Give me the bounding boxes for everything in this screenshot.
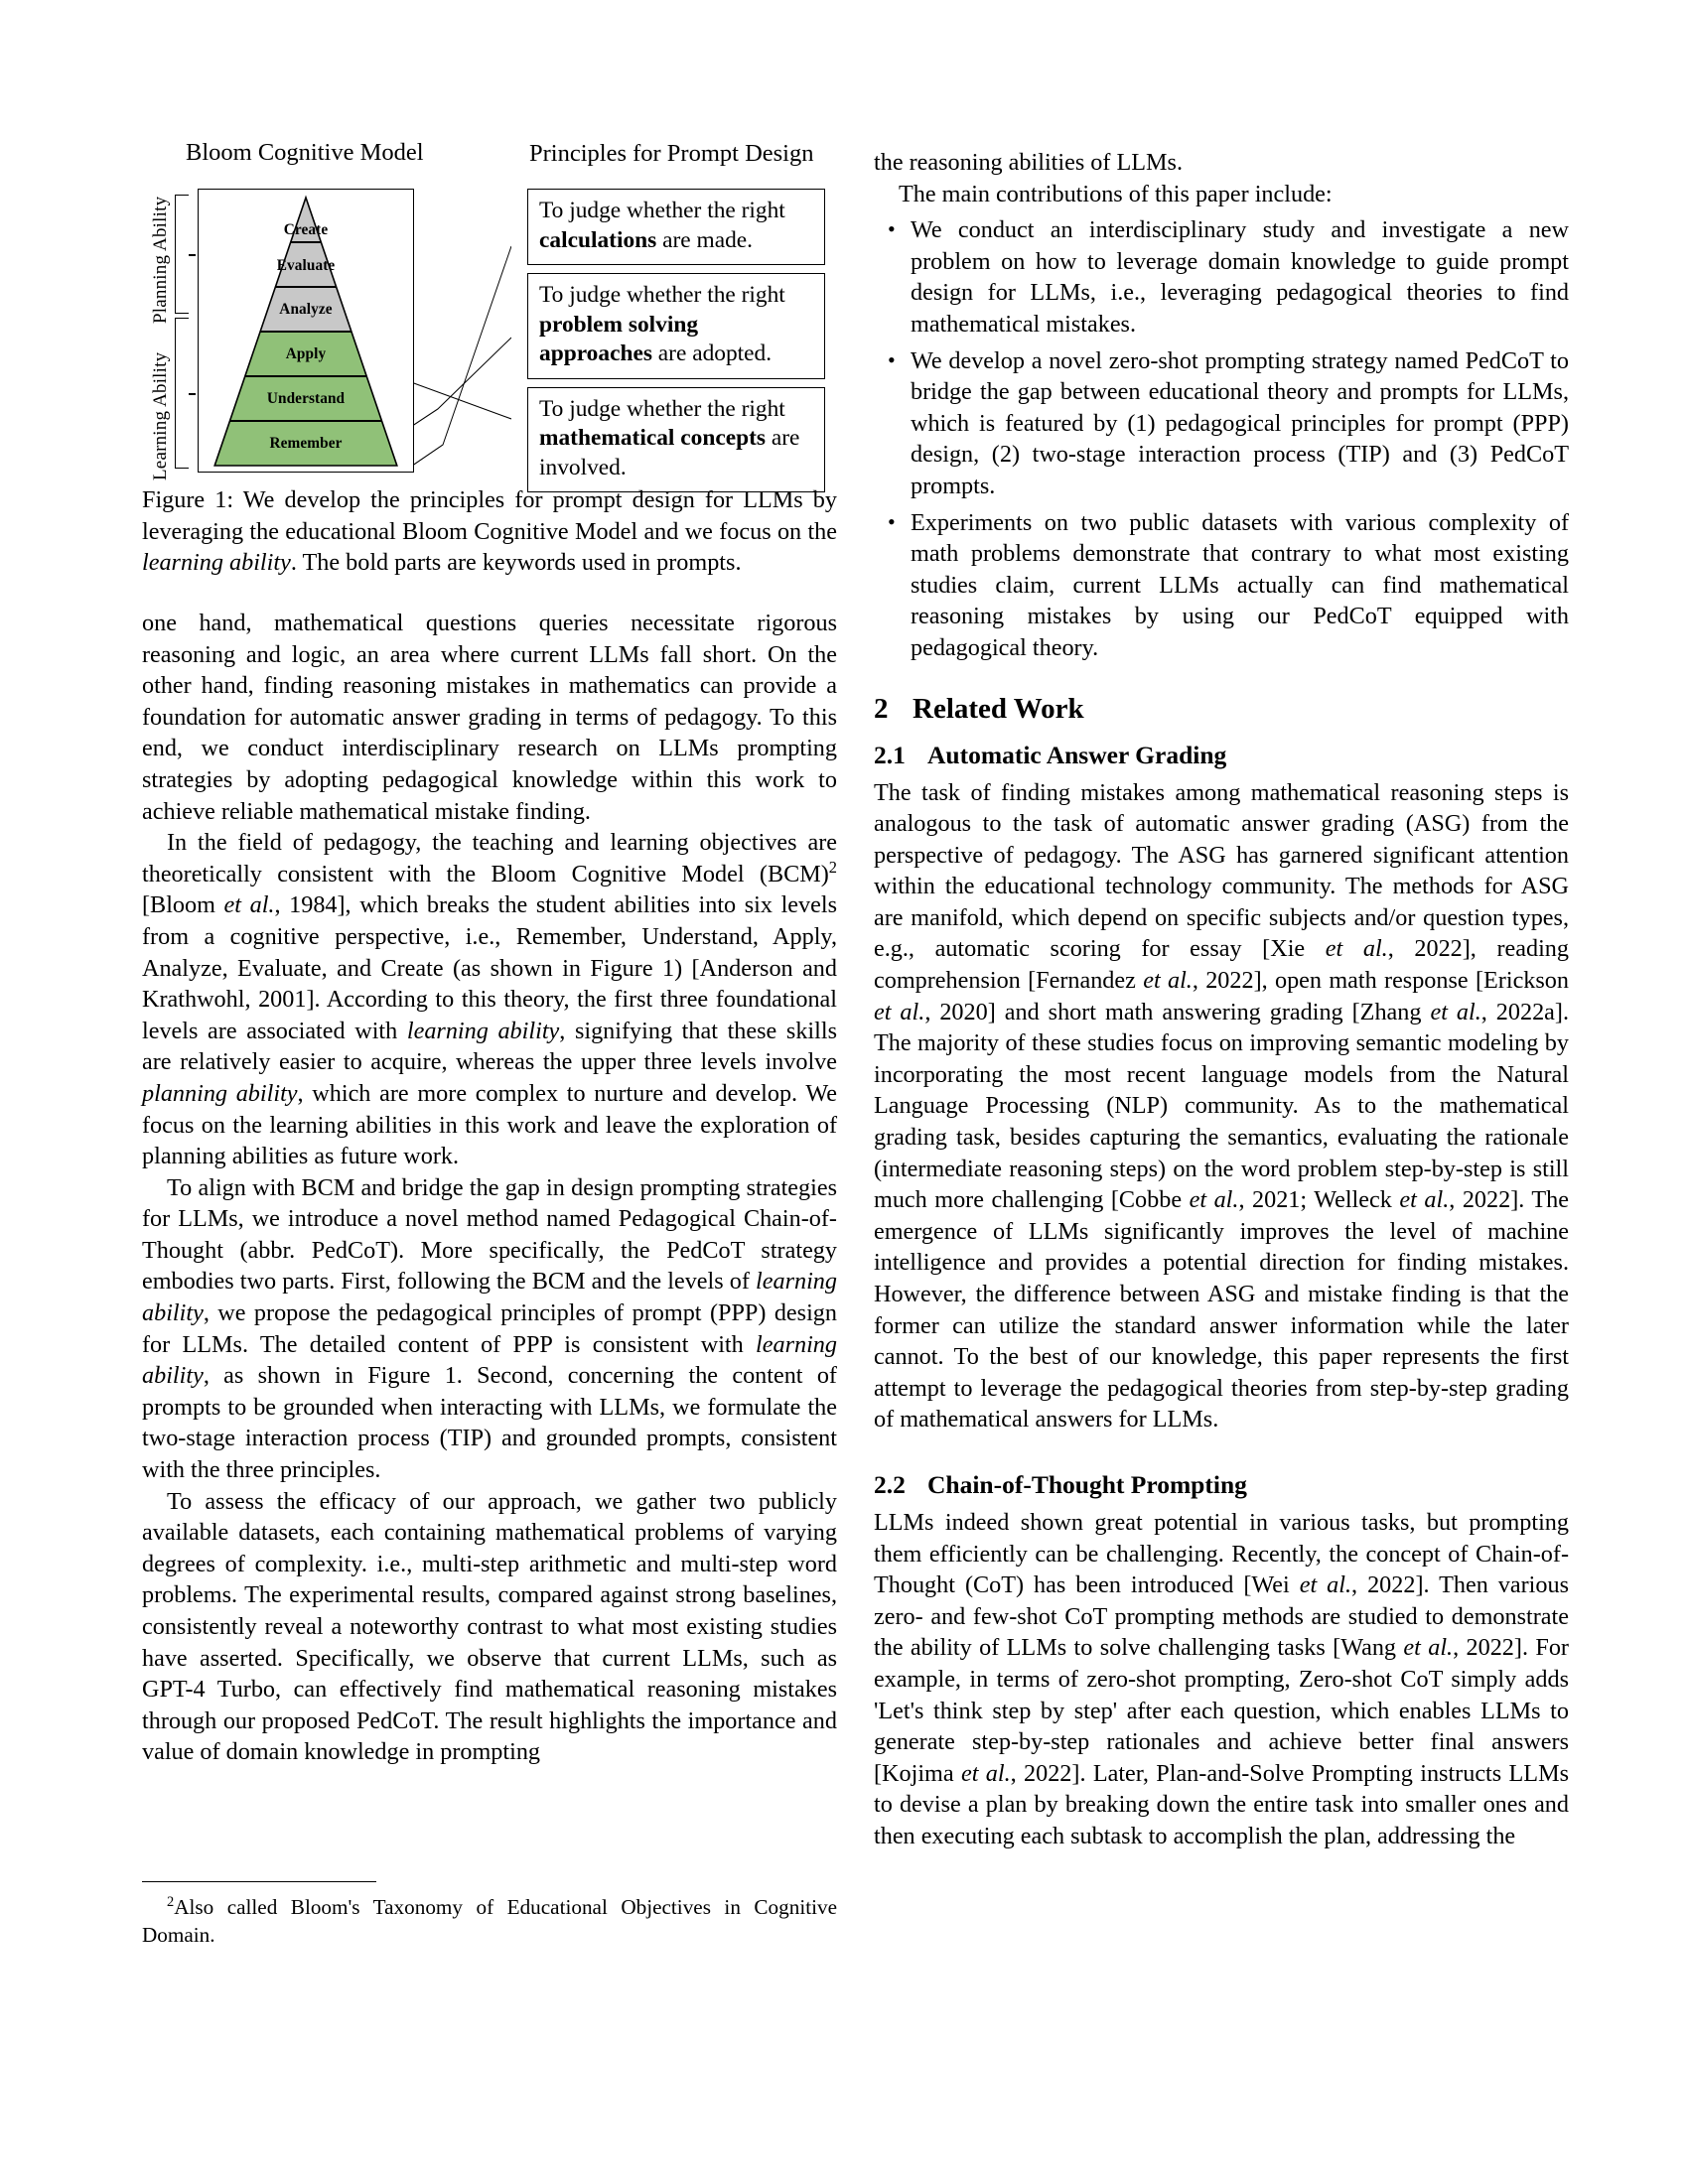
list-item xyxy=(874,345,1569,502)
principle-2-keyword: problem solving approaches xyxy=(539,311,699,366)
pyramid-level-apply: Apply xyxy=(285,345,327,362)
lp2-c: , 1984], which breaks the student abilities into six levels from a cognitive perspective, i.e., Remember, Understand, Apply, Analyze, Evaluate, and Create (as shown in Figure 1) [Anderson and Krathwohl, 2001]. According to this theory, the first three foundational levels are associated with xyxy=(142,891,837,1044)
s22-b: , 2022]. Then various zero- and few-shot CoT prompting methods are studied to demonstrate the ability of LLMs to solve challenging tasks [Wang xyxy=(874,1571,1569,1662)
principle-1-keyword: calculations xyxy=(539,226,657,253)
lp2-d: , signifying that these skills are relatively easier to acquire, whereas the upper three levels involve xyxy=(142,1017,837,1076)
planning-ability-brace xyxy=(175,195,189,314)
principle-3-pre: To judge whether the right xyxy=(539,395,785,422)
s21-it5: et al. xyxy=(1189,1186,1239,1214)
lp3-c: , as shown in Figure 1. Second, concerning the content of prompts to be grounded when interacting with LLMs, we formulate the two-stage interaction process (TIP) and grounded prompts, consistent with the three principles. xyxy=(142,1362,837,1484)
subsection-heading-2-1 xyxy=(874,740,1569,770)
pyramid-level-evaluate: Evaluate xyxy=(276,257,336,274)
figure-title-principles: Principles for Prompt Design xyxy=(529,140,814,167)
section-2-2-paragraph xyxy=(874,1507,1569,1852)
caption-part-2: . The bold parts are keywords used in prompts. xyxy=(290,549,742,577)
lp3-it1: learning ability xyxy=(142,1268,837,1327)
lp3-b: , we propose the pedagogical principles of prompt (PPP) design for LLMs. The detailed content of PPP is consistent with xyxy=(142,1299,837,1358)
contribution-1-text: We conduct an interdisciplinary study and investigate a new problem on how to leverage domain knowledge to guide prompt design for LLMs, i.e., leveraging pedagogical theories to find mathematical mistakes. xyxy=(911,216,1569,338)
figure-body xyxy=(142,173,837,480)
s21-b: , 2022], reading comprehension [Fernandez xyxy=(874,935,1569,995)
lp2-e: , which are more complex to nurture and develop. We focus on the learning abilities in this work and leave the exploration of planning abilities as future work. xyxy=(142,1079,837,1170)
bloom-pyramid xyxy=(198,189,414,473)
pyramid-level-create: Create xyxy=(283,221,329,238)
principle-2-pre: To judge whether the right xyxy=(539,282,785,308)
caption-italic: learning ability xyxy=(142,549,291,577)
list-item xyxy=(874,507,1569,664)
s21-it3: et al. xyxy=(874,998,925,1025)
lp2-it2: learning ability xyxy=(406,1017,560,1044)
figure-titles xyxy=(142,139,837,173)
lp2-it1: et al. xyxy=(223,891,275,919)
principle-boxes xyxy=(527,189,825,492)
subsection-heading-2-2 xyxy=(874,1469,1569,1500)
contributions-intro: The main contributions of this paper include: xyxy=(899,180,1333,207)
principle-2-post: are adopted. xyxy=(651,341,773,366)
right-column xyxy=(874,147,1569,1852)
contributions-list xyxy=(874,214,1569,663)
section-2-1-title: Automatic Answer Grading xyxy=(927,740,1227,769)
bullet-icon: • xyxy=(888,216,896,242)
section-2-1-paragraph xyxy=(874,777,1569,1435)
footnote-text: Also called Bloom's Taxonomy of Educational Objectives in Cognitive Domain. xyxy=(142,1895,837,1947)
left-paragraph-2 xyxy=(142,827,837,1172)
figure-caption xyxy=(142,484,837,579)
caption-part-1: Figure 1: We develop the principles for prompt design for LLMs by leveraging the educational Bloom Cognitive Model and we focus on the xyxy=(142,486,837,545)
s22-c: , 2022]. For example, in terms of zero-shot prompting, Zero-shot CoT simply adds 'Let's think step by step' after each question, which enables LLMs to generate step-by-step rationales and achieve better final answers [Kojima xyxy=(874,1634,1569,1787)
left-paragraph-4: To assess the efficacy of our approach, we gather two publicly available datasets, each containing mathematical problems of varying degrees of complexity. i.e., multi-step arithmetic and multi-step word problems. The experimental results, compared against strong baselines, consistently reveal a noteworthy contrast to what most existing studies have asserted. Specifically, we observe that current LLMs, such as GPT-4 Turbo, can effectively find mathematical reasoning mistakes through our proposed PedCoT. The result highlights the importance and value of domain knowledge in prompting xyxy=(142,1487,837,1766)
lp2-it3: planning ability xyxy=(142,1079,298,1107)
footnote-marker: 2 xyxy=(167,1893,175,1910)
s22-it3: et al. xyxy=(960,1759,1011,1787)
s22-a: LLMs indeed shown great potential in various tasks, but prompting them efficiently can be challenging. Recently, the concept of Chain-of-Thought (CoT) has been introduced [Wei xyxy=(874,1508,1569,1599)
pyramid-level-remember: Remember xyxy=(269,435,343,452)
pyramid-level-analyze: Analyze xyxy=(279,301,333,318)
s21-a: The task of finding mistakes among mathematical reasoning steps is analogous to the task of automatic answer grading (ASG) from the perspective of pedagogy. The ASG has garnered significant attention within the educational technology community. The methods for ASG are manifold, which depend on specific subjects and/or question types, e.g., automatic scoring for essay [Xie xyxy=(874,778,1569,963)
s21-it6: et al. xyxy=(1399,1186,1450,1214)
section-heading-2 xyxy=(874,692,1569,726)
figure-connector-lines xyxy=(412,189,511,471)
principle-3-post: are involved. xyxy=(539,425,800,480)
principle-box-2 xyxy=(527,273,825,379)
footnote-ref-2: 2 xyxy=(828,857,837,877)
left-paragraph-3 xyxy=(142,1172,837,1486)
figure-title-bloom: Bloom Cognitive Model xyxy=(186,139,424,166)
s21-d: , 2020] and short math answering grading [Zhang xyxy=(924,998,1431,1025)
s22-it2: et al. xyxy=(1403,1634,1454,1662)
left-paragraph-1: one hand, mathematical questions queries necessitate rigorous reasoning and logic, an area where current LLMs fall short. On the other hand, finding reasoning mistakes in mathematics can provide a foundation for automatic answer grading in terms of pedagogy. To this end, we conduct interdisciplinary research on LLMs prompting strategies by adopting pedagogical knowledge within this work to achieve reliable mathematical mistake finding. xyxy=(142,610,837,825)
lp3-a: To align with BCM and bridge the gap in design prompting strategies for LLMs, we introduce a novel method named Pedagogical Chain-of-Thought (abbr. PedCoT). More specifically, the PedCoT strategy embodies two parts. First, following the BCM and the levels of xyxy=(142,1173,837,1296)
s21-g: , 2022]. The emergence of LLMs significantly improves the level of machine intelligence and provides a potential direction for finding mistakes. However, the difference between ASG and mistake finding is that the former can utilize the standard answer information while the later cannot. To the best of our knowledge, this paper represents the first attempt to leverage the pedagogical theories from step-by-step grading of mathematical answers for LLMs. xyxy=(874,1186,1569,1433)
right-paragraph-top: the reasoning abilities of LLMs. xyxy=(874,149,1184,176)
section-2-title: Related Work xyxy=(913,692,1084,725)
section-2-number: 2 xyxy=(874,692,889,725)
principle-3-keyword: mathematical concepts xyxy=(539,425,767,451)
s21-it1: et al. xyxy=(1325,935,1388,963)
section-2-1-number: 2.1 xyxy=(874,740,906,769)
s21-c: , 2022], open math response [Erickson xyxy=(1192,967,1569,995)
s22-d: , 2022]. Later, Plan-and-Solve Prompting instructs LLMs to devise a plan by breaking down the entire task into smaller ones and then executing each subtask to accomplish the plan, addressing the xyxy=(874,1759,1569,1849)
principle-1-pre: To judge whether the right xyxy=(539,198,785,223)
lp2-a: In the field of pedagogy, the teaching and learning objectives are theoretically consistent with the Bloom Cognitive Model (BCM) xyxy=(142,829,837,887)
bullet-icon: • xyxy=(888,346,896,372)
s21-e: , 2022a]. The majority of these studies focus on improving semantic modeling by incorporating the most recent language models from the Natural Language Processing (NLP) community. As to the mathematical grading task, besides capturing the semantics, evaluating the rationale (intermediate reasoning steps) on the word problem step-by-step is still much more challenging [Cobbe xyxy=(874,998,1570,1214)
section-2-2-number: 2.2 xyxy=(874,1469,906,1499)
lp2-b: [Bloom xyxy=(142,891,224,919)
footnote xyxy=(142,1894,837,1949)
contribution-2-text: We develop a novel zero-shot prompting strategy named PedCoT to bridge the gap between educational theory and prompts for LLMs, which is featured by (1) pedagogical principles for prompt (PPP) design, (2) two-stage interaction process (TIP) and (3) PedCoT prompts. xyxy=(911,346,1569,499)
planning-ability-label: Planning Ability xyxy=(150,196,171,324)
s21-it2: et al. xyxy=(1143,967,1193,995)
learning-ability-label: Learning Ability xyxy=(150,351,171,480)
principle-box-3 xyxy=(527,387,825,493)
s22-it1: et al. xyxy=(1299,1571,1352,1599)
list-item xyxy=(874,214,1569,340)
left-column xyxy=(142,608,837,1768)
contribution-3-text: Experiments on two public datasets with various complexity of math problems demonstrate that contrary to what most existing studies claim, current LLMs actually can find mathematical reasoning mistakes by using our PedCoT equipped with pedagogical theory. xyxy=(911,508,1569,661)
s21-it4: et al. xyxy=(1430,998,1481,1025)
lp3-it2: learning ability xyxy=(142,1330,837,1390)
pyramid-level-understand: Understand xyxy=(266,390,346,407)
s21-f: , 2021; Welleck xyxy=(1238,1186,1400,1214)
learning-ability-brace xyxy=(175,318,189,469)
figure-1 xyxy=(142,139,837,480)
footnote-separator xyxy=(142,1881,376,1882)
principle-1-post: are made. xyxy=(656,226,754,253)
section-2-2-title: Chain-of-Thought Prompting xyxy=(927,1469,1247,1499)
principle-box-1 xyxy=(527,189,825,265)
bullet-icon: • xyxy=(888,508,896,534)
